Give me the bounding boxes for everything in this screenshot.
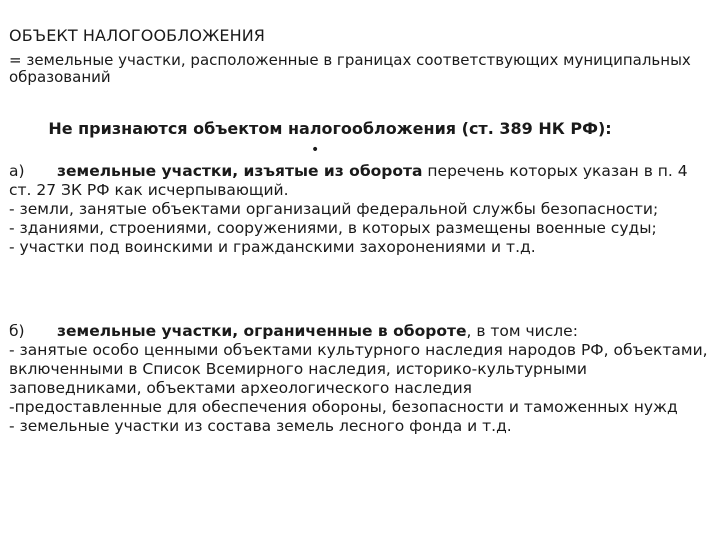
section-a-lead bbox=[9, 162, 709, 200]
section-a-rest: перечень которых указан в п. 4 ст. 27 ЗК РФ как исчерпывающий. bbox=[9, 162, 688, 199]
section-b-rest: , в том числе: bbox=[466, 322, 578, 340]
section-a-item: - земли, занятые объектами организаций федеральной службы безопасности; bbox=[9, 200, 659, 218]
section-a bbox=[9, 162, 709, 257]
section-a-item: - участки под воинскими и гражданскими захоронениями и т.д. bbox=[9, 238, 536, 256]
not-objects-heading: Не признаются объектом налогообложения (ст. 389 НК РФ): bbox=[48, 119, 612, 138]
section-b bbox=[9, 322, 709, 436]
section-b-item: -предоставленные для обеспечения обороны, безопасности и таможенных нужд bbox=[9, 398, 678, 416]
section-a-item: - зданиями, строениями, сооружениями, в которых размещены военные суды; bbox=[9, 219, 657, 237]
definition-text: = земельные участки, расположенные в границах соответствующих муниципальных образований bbox=[9, 51, 691, 86]
slide-title: ОБЪЕКТ НАЛОГООБЛОЖЕНИЯ bbox=[9, 26, 266, 45]
bullet-marker: • bbox=[311, 142, 320, 158]
section-a-bold-phrase: земельные участки, изъятые из оборота bbox=[57, 162, 423, 180]
section-b-item: - занятые особо ценными объектами культурного наследия народов РФ, объектами, включенными в Список Всемирного наследия, историко-культурными заповедниками, объектами археологического наследия bbox=[9, 341, 708, 397]
section-b-bold-phrase: земельные участки, ограниченные в обороте bbox=[57, 322, 467, 340]
section-a-letter: а) bbox=[9, 162, 25, 180]
section-b-letter: б) bbox=[9, 322, 25, 340]
section-b-lead bbox=[9, 322, 709, 341]
section-b-item: - земельные участки из состава земель лесного фонда и т.д. bbox=[9, 417, 512, 435]
header-block bbox=[9, 26, 709, 86]
